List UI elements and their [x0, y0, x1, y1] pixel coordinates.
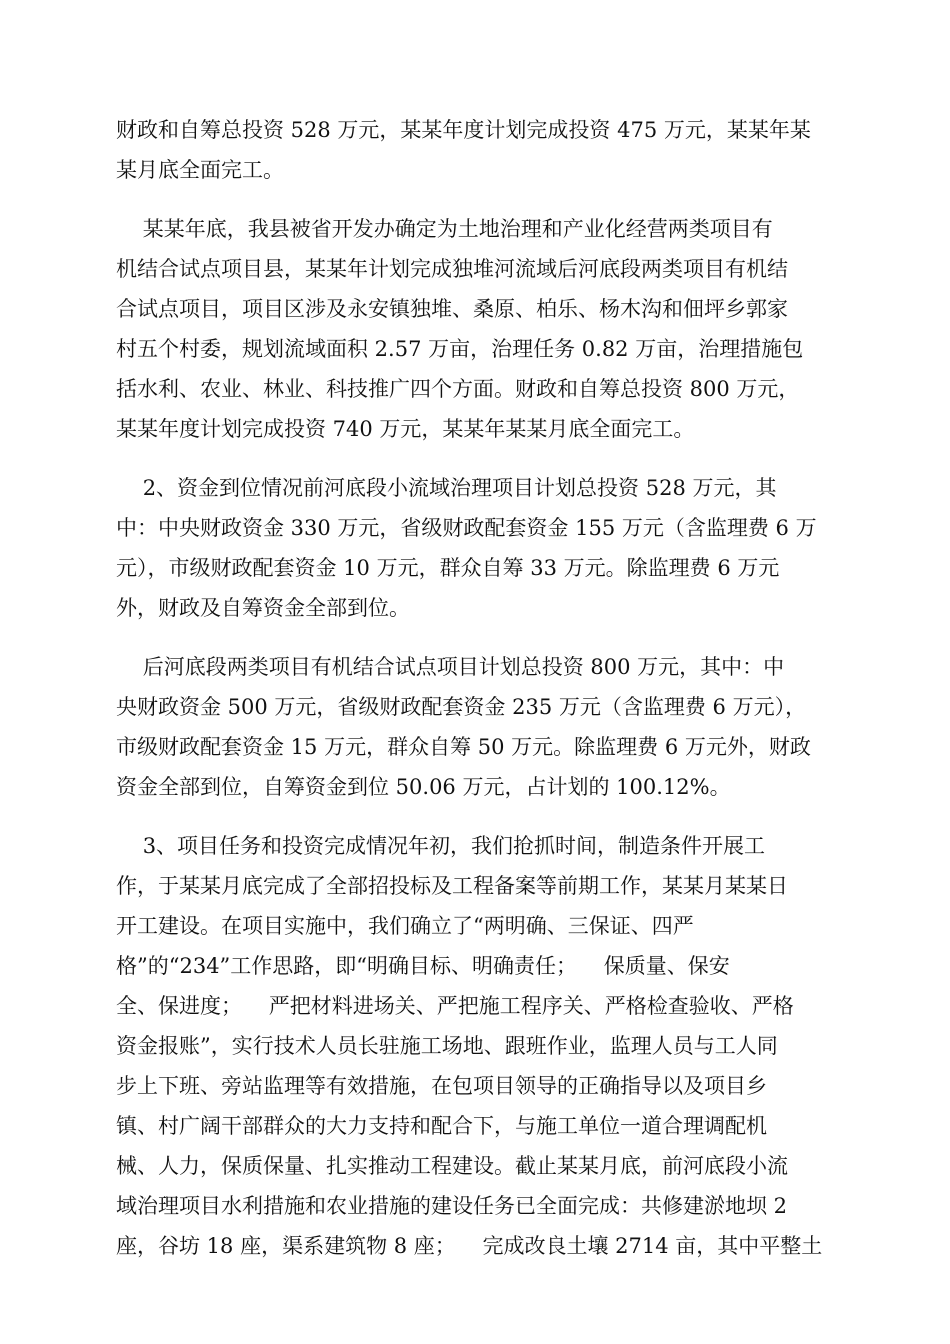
text-line: 资金报账”，实行技术人员长驻施工场地、跟班作业，监理人员与工人同 [116, 1034, 778, 1058]
text-line: 某月底全面完工。 [116, 158, 284, 182]
text-line: 步上下班、旁站监理等有效措施，在包项目领导的正确指导以及项目乡 [116, 1074, 767, 1098]
text-line: 元），市级财政配套资金 10 万元，群众自筹 33 万元。除监理费 6 万元 [116, 556, 780, 580]
text-line: 外，财政及自筹资金全部到位。 [116, 596, 410, 620]
text-line: 村五个村委，规划流域面积 2.57 万亩，治理任务 0.82 万亩，治理措施包 [116, 337, 804, 361]
text-line: 械、人力，保质保量、扎实推动工程建设。截止某某月底，前河底段小流 [116, 1154, 788, 1178]
text-line: 某某年底，我县被省开发办确定为土地治理和产业化经营两类项目有 [116, 217, 773, 241]
paragraph-1 [116, 110, 840, 190]
text-line: 资金全部到位，自筹资金到位 50.06 万元，占计划的 100.12%。 [116, 775, 731, 799]
text-line: 合试点项目，项目区涉及永安镇独堆、桑原、柏乐、杨木沟和佃坪乡郭家 [116, 297, 788, 321]
text-line: 央财政资金 500 万元，省级财政配套资金 235 万元（含监理费 6 万元）， [116, 695, 807, 719]
text-line: 括水利、农业、林业、科技推广四个方面。财政和自筹总投资 800 万元， [116, 377, 800, 401]
text-line: 作，于某某月底完成了全部招投标及工程备案等前期工作，某某月某某日 [116, 874, 788, 898]
paragraph-5 [116, 826, 840, 1266]
text-line: 3、项目任务和投资完成情况年初，我们抢抓时间，制造条件开展工 [116, 834, 766, 858]
text-line: 座，谷坊 18 座，渠系建筑物 8 座； 完成改良土壤 2714 亩，其中平整土 [116, 1234, 823, 1258]
document-body [116, 110, 840, 1285]
text-line: 格”的“234”工作思路，即“明确目标、明确责任； 保质量、保安 [116, 954, 730, 978]
text-line: 域治理项目水利措施和农业措施的建设任务已全面完成：共修建淤地坝 2 [116, 1194, 788, 1218]
text-line: 某某年度计划完成投资 740 万元，某某年某某月底全面完工。 [116, 417, 695, 441]
text-line: 财政和自筹总投资 528 万元，某某年度计划完成投资 475 万元，某某年某 [116, 118, 811, 142]
text-line: 后河底段两类项目有机结合试点项目计划总投资 800 万元，其中：中 [116, 655, 785, 679]
paragraph-4 [116, 647, 840, 807]
text-line: 机结合试点项目县，某某年计划完成独堆河流域后河底段两类项目有机结 [116, 257, 788, 281]
text-line: 2、资金到位情况前河底段小流域治理项目计划总投资 528 万元，其 [116, 476, 777, 500]
text-line: 镇、村广阔干部群众的大力支持和配合下，与施工单位一道合理调配机 [116, 1114, 767, 1138]
paragraph-2 [116, 209, 840, 449]
paragraph-3 [116, 468, 840, 628]
text-line: 中：中央财政资金 330 万元，省级财政配套资金 155 万元（含监理费 6 万 [116, 516, 817, 540]
text-line: 市级财政配套资金 15 万元，群众自筹 50 万元。除监理费 6 万元外，财政 [116, 735, 811, 759]
text-line: 全、保进度； 严把材料进场关、严把施工程序关、严格检查验收、严格 [116, 994, 794, 1018]
text-line: 开工建设。在项目实施中，我们确立了“两明确、三保证、四严 [116, 914, 694, 938]
